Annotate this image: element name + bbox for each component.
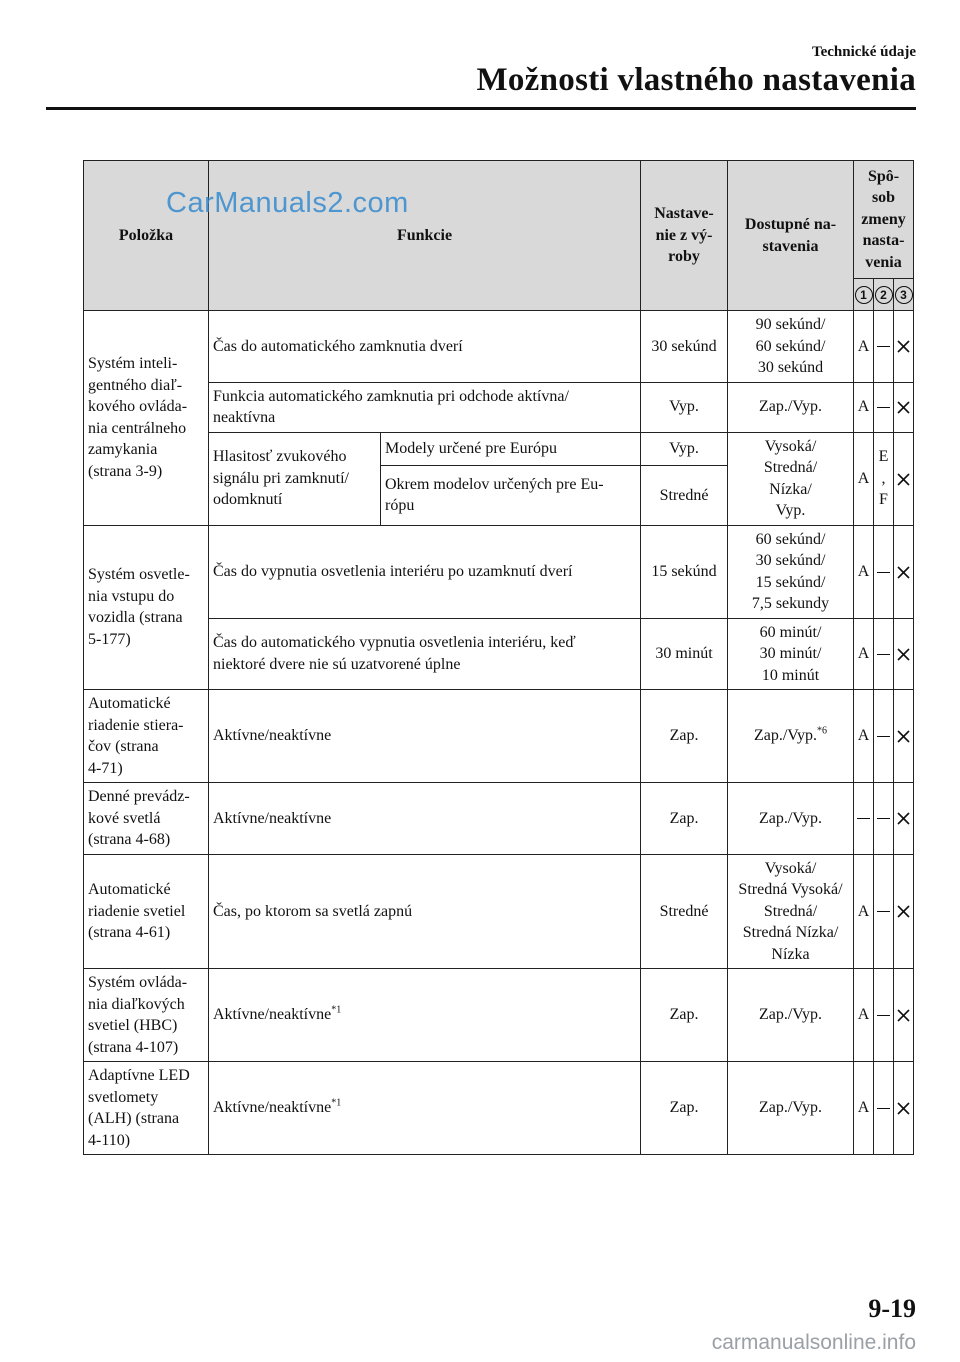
function-name: Čas do vypnutia osvetlenia interiéru po uzamknutí dverí <box>213 562 573 580</box>
dash-mark <box>877 1108 890 1109</box>
method-code: A <box>857 1006 870 1024</box>
header-function: Funkcie <box>396 226 453 244</box>
header-default: Nastave- nie z vý- roby <box>654 205 714 266</box>
table-row <box>84 382 914 432</box>
function-name: Aktívne/neaktívne <box>213 1006 332 1024</box>
footnote-ref: *1 <box>331 1097 342 1109</box>
method-code: A <box>857 1099 870 1117</box>
function-name: Čas, po ktorom sa svetlá zapnú <box>213 902 413 920</box>
available-values: Zap./Vyp. <box>753 727 818 745</box>
table-row <box>84 525 914 618</box>
dash-mark <box>877 654 890 655</box>
dash-mark <box>877 736 890 737</box>
header-item: Položka <box>118 226 174 244</box>
method-code: A <box>857 398 870 416</box>
method-code: A <box>857 645 870 662</box>
available-values: Zap./Vyp. <box>758 1006 823 1024</box>
default-value: Stredné <box>659 902 709 920</box>
not-available-icon <box>897 1102 910 1115</box>
method-code: A <box>857 727 870 745</box>
table-row <box>84 854 914 969</box>
not-available-icon <box>897 905 910 918</box>
default-value: Zap. <box>669 1099 699 1117</box>
method-code: A <box>857 337 870 355</box>
function-name: Funkcia automatického zamknutia pri odchode aktívna/ neaktívna <box>213 387 569 426</box>
available-values: Zap./Vyp. <box>758 809 823 827</box>
dash-mark <box>877 346 890 347</box>
not-available-icon <box>897 648 910 661</box>
page-title: Možnosti vlastného nastavenia <box>476 62 916 98</box>
default-value: Zap. <box>669 727 699 745</box>
method-2-icon: 2 <box>875 286 893 304</box>
available-values: 90 sekúnd/ 60 sekúnd/ 30 sekúnd <box>755 316 826 376</box>
item-name: Systém osvetle- nia vstupu do vozidla (strana 5-177) <box>88 566 190 648</box>
footnote-ref: *6 <box>817 725 828 737</box>
site-watermark: carmanualsonline.info <box>711 1331 916 1354</box>
function-name: Aktívne/neaktívne <box>213 727 332 745</box>
header-method: Spô- sob zmeny nasta- venia <box>861 167 906 271</box>
default-value: Zap. <box>669 809 699 827</box>
table-row <box>84 783 914 855</box>
table-row <box>84 969 914 1062</box>
item-name: Systém ovláda- nia diaľkových svetiel (HBC) (strana 4-107) <box>88 974 188 1056</box>
not-available-icon <box>897 401 910 414</box>
dash-mark <box>857 818 870 819</box>
not-available-icon <box>897 730 910 743</box>
default-value: Stredné <box>659 486 709 504</box>
table-row <box>84 690 914 783</box>
available-values: Zap./Vyp. <box>758 1099 823 1117</box>
item-name: Denné prevádz- kové svetlá (strana 4-68) <box>88 788 190 848</box>
dash-mark <box>877 911 890 912</box>
function-name: Čas do automatického zamknutia dverí <box>213 337 463 355</box>
default-value: 15 sekúnd <box>651 562 717 580</box>
function-name: Hlasitosť zvukového signálu pri zamknutí/ odomknutí <box>213 448 349 509</box>
item-name: Systém inteli- gentného diaľ- kového ovláda- nia centrálneho zamykania (strana 3-9) <box>88 355 188 480</box>
item-name: Automatické riadenie svetiel (strana 4-61) <box>88 881 186 941</box>
page-number: 9-19 <box>868 1294 916 1323</box>
default-value: Zap. <box>669 1006 699 1024</box>
not-available-icon <box>897 812 910 825</box>
not-available-icon <box>897 340 910 353</box>
header-available: Dostupné na- stavenia <box>744 216 837 255</box>
default-value: 30 minút <box>655 645 713 662</box>
method-code: A <box>857 902 870 920</box>
variant-label: Modely určené pre Európu <box>385 440 557 458</box>
default-value: Vyp. <box>669 440 699 458</box>
variant-label: Okrem modelov určených pre Eu- rópu <box>385 475 604 515</box>
header-rule <box>46 107 916 110</box>
dash-mark <box>877 572 890 573</box>
dash-mark <box>877 1015 890 1016</box>
settings-table <box>83 160 914 1155</box>
available-values: 60 sekúnd/ 30 sekúnd/ 15 sekúnd/ 7,5 sekundy <box>751 530 830 612</box>
table-row <box>84 432 914 466</box>
function-name: Čas do automatického vypnutia osvetlenia interiéru, keď niektoré dvere nie sú uzatvorené úplne <box>213 634 576 673</box>
item-name: Automatické riadenie stiera- čov (strana 4-71) <box>88 695 184 777</box>
method-code: A <box>857 562 870 580</box>
available-values: Vysoká/ Stredná Vysoká/ Stredná/ Stredná Nízka/ Nízka <box>738 859 843 963</box>
available-values: Vysoká/ Stredná/ Nízka/ Vyp. <box>763 437 818 519</box>
available-values: 60 minút/ 30 minút/ 10 minút <box>759 623 822 684</box>
not-available-icon <box>897 566 910 579</box>
method-code: E , F <box>878 448 889 509</box>
function-name: Aktívne/neaktívne <box>213 1099 332 1117</box>
dash-mark <box>877 818 890 819</box>
footnote-ref: *1 <box>331 1004 342 1016</box>
not-available-icon <box>897 473 910 486</box>
section-label: Technické údaje <box>811 44 916 60</box>
watermark-logo: CarManuals2.com <box>166 187 409 219</box>
dash-mark <box>877 407 890 408</box>
method-1-icon: 1 <box>855 286 873 304</box>
item-name: Adaptívne LED svetlomety (ALH) (strana 4-110) <box>88 1067 190 1149</box>
function-name: Aktívne/neaktívne <box>213 809 332 827</box>
available-values: Zap./Vyp. <box>758 398 823 416</box>
table-row <box>84 618 914 690</box>
default-value: Vyp. <box>669 398 699 416</box>
method-3-icon: 3 <box>895 286 913 304</box>
not-available-icon <box>897 1009 910 1022</box>
method-code: A <box>857 469 870 487</box>
table-row <box>84 311 914 383</box>
table-row <box>84 1062 914 1155</box>
default-value: 30 sekúnd <box>651 337 717 355</box>
